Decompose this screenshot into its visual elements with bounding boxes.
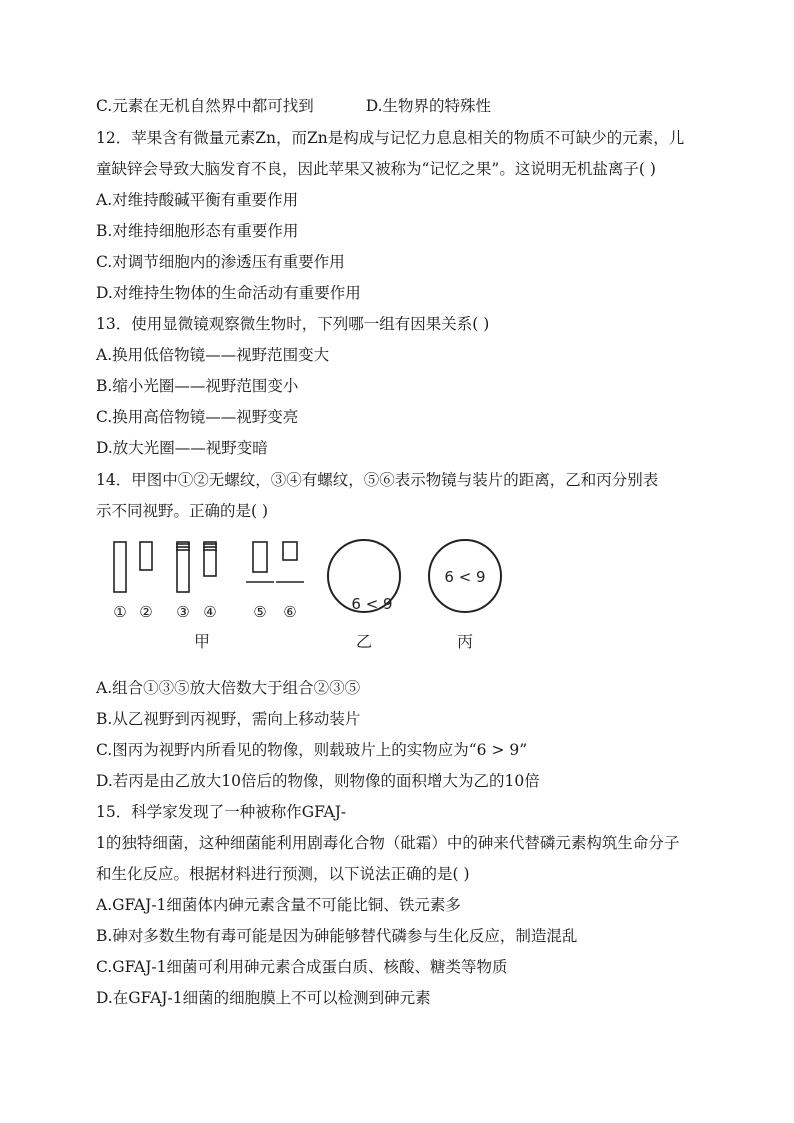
yi-specimen-text: 6 < 9 [351,595,393,613]
q15-option-d: D.在GFAJ-1细菌的细胞膜上不可以检测到砷元素 [96,989,431,1007]
lens-2 [140,542,152,570]
q14-option-b: B.从乙视野到丙视野，需向上移动装片 [96,710,361,728]
q13-option-a: A.换用低倍物镜——视野范围变大 [96,346,330,364]
q15-option-c: C.GFAJ-1细菌可利用砷元素合成蛋白质、核酸、糖类等物质 [96,958,508,976]
q12-option-a: A.对维持酸碱平衡有重要作用 [96,191,299,209]
q14-stem-line2: 示不同视野。正确的是( ) [96,502,269,520]
q12-stem-line2: 童缺锌会导致大脑发育不良，因此苹果又被称为“记忆之果”。这说明无机盐离子( ) [96,160,656,178]
prev-option-c: C.元素在无机自然界中都可找到 [96,97,314,115]
lens-4 [203,542,217,576]
label-6: ⑥ [283,603,297,621]
prev-question-options [96,96,491,116]
q14-option-a: A.组合①③⑤放大倍数大于组合②③⑤ [96,679,361,697]
q12-stem-line1: 12．苹果含有微量元素Zn，而Zn是构成与记忆力息息相关的物质不可缺少的元素，儿 [96,129,685,147]
lens-3 [176,542,190,592]
distance-5 [246,542,274,582]
q13-stem: 13．使用显微镜观察微生物时，下列哪一组有因果关系( ) [96,315,490,333]
caption-bing: 丙 [456,632,474,651]
q13-option-b: B.缩小光圈——视野范围变小 [96,377,299,395]
label-2: ② [139,603,153,621]
label-3: ③ [176,603,190,621]
lens-1 [114,542,126,592]
bing-specimen-text: 6 < 9 [444,568,486,586]
q14-stem-line1: 14．甲图中①②无螺纹，③④有螺纹，⑤⑥表示物镜与装片的距离，乙和丙分别表 [96,471,659,489]
q15-option-b: B.砷对多数生物有毒可能是因为砷能够替代磷参与生化反应，制造混乱 [96,927,578,945]
q13-option-d: D.放大光圈——视野变暗 [96,439,268,457]
label-4: ④ [203,603,217,621]
q15-stem-line2: 1的独特细菌，这种细菌能利用剧毒化合物（砒霜）中的砷来代替磷元素构筑生命分子 [96,834,680,852]
microscope-figure [96,534,526,654]
label-1: ① [113,603,127,621]
prev-option-d: D.生物界的特殊性 [365,97,492,115]
q15-option-a: A.GFAJ-1细菌体内砷元素含量不可能比铜、铁元素多 [96,896,461,914]
q15-stem-line3: 和生化反应。根据材料进行预测，以下说法正确的是( ) [96,865,470,883]
q12-option-d: D.对维持生物体的生命活动有重要作用 [96,284,361,302]
microscope-diagram [96,534,526,654]
label-5: ⑤ [253,603,267,621]
q14-option-c: C.图丙为视野内所看见的物像，则载玻片上的实物应为“6 > 9” [96,741,528,759]
q14-option-d: D.若丙是由乙放大10倍后的物像，则物像的面积增大为乙的10倍 [96,772,540,790]
caption-jia: 甲 [193,632,211,651]
q15-stem-line1: 15．科学家发现了一种被称作GFAJ- [96,803,347,821]
q13-option-c: C.换用高倍物镜——视野变亮 [96,408,299,426]
q12-option-b: B.对维持细胞形态有重要作用 [96,222,299,240]
caption-yi: 乙 [355,632,373,651]
q12-option-c: C.对调节细胞内的渗透压有重要作用 [96,253,345,271]
distance-6 [276,542,304,582]
